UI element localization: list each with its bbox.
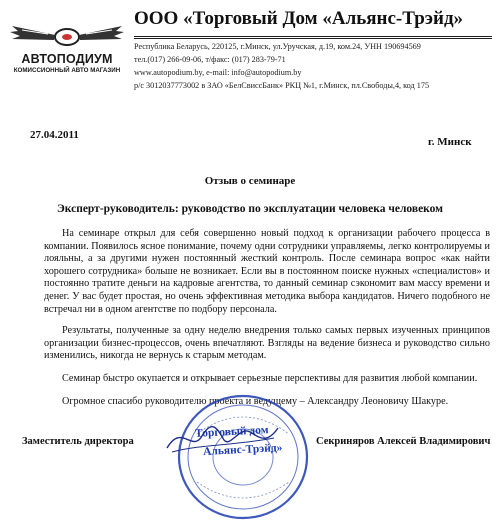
signatory-name: Секриняров Алексей Владимирович bbox=[316, 436, 491, 447]
document-title: Отзыв о семинаре bbox=[204, 175, 296, 187]
phone-line: тел.(017) 266-09-06, т/факс: (017) 283-79-71 bbox=[134, 55, 286, 64]
address-line-1: Республика Беларусь, 220125, г.Минск, ул.Уручская, д.19, ком.24, УНН 190694569 bbox=[134, 42, 421, 51]
document-date: 27.04.2011 bbox=[30, 129, 79, 141]
stamp-text-line-2: Альянс-Трэйд» bbox=[202, 441, 283, 459]
company-name: ООО «Торговый Дом «Альянс-Трэйд» bbox=[134, 8, 464, 29]
document-city: г. Минск bbox=[428, 136, 472, 148]
stamp-text-line-1: Торговый дом bbox=[194, 424, 269, 440]
logo-name: АВТОПОДИУМ bbox=[21, 52, 113, 66]
header-divider bbox=[134, 36, 492, 37]
handwritten-signature-icon bbox=[162, 418, 282, 458]
body-paragraph-4: Огромное спасибо руководителю проекта и ведущему – Александру Леоновичу Шакуре. bbox=[62, 396, 449, 407]
header-divider-2 bbox=[134, 38, 492, 39]
bank-line: р/с 3012037773002 в ЗАО «БелСвиссБанк» РКЦ №1, г.Минск, пл.Свободы,4, код 175 bbox=[134, 81, 430, 90]
body-paragraph-3: Семинар быстро окупается и открывает серьезные перспективы для развития любой компании. bbox=[62, 373, 478, 384]
signatory-position: Заместитель директора bbox=[22, 436, 134, 447]
company-logo bbox=[8, 22, 126, 84]
body-paragraph-1: На семинаре открыл для себя совершенно новый подход к организации рабочего процесса в компании. Появилось ясное понимание, почему одни сотрудники управляемы, легко контролируемы и лояльны, а за другими нужен постоянный жесткий контроль. После семинара вопрос «как найти хорошего сотрудника» больше не возникает. Если вы в постоянном поиске нужных «специалистов» и постоянно тратите деньги на кадровые агентства, то данный семинар сэкономит вам массу времени и денег. У вас будет простая, но очень эффективная методика выбора кандидатов. Ничего подобного не встречал ни в одном агентстве по подбору персонала. bbox=[44, 228, 490, 315]
document-subtitle: Эксперт-руководитель: руководство по эксплуатации человека человеком bbox=[56, 203, 444, 215]
web-email-line: www.autopodium.by, e-mail: info@autopodium.by bbox=[134, 68, 302, 77]
logo-wings-icon bbox=[8, 22, 126, 52]
body-paragraph-2: Результаты, полученные за одну неделю внедрения только самых первых изученных принципов организации бизнес-процессов, очень впечатляют. Взгляды на ведение бизнеса и руководство сильно изменились, никогда не вернусь к старым методам. bbox=[44, 325, 490, 362]
logo-tagline: КОМИССИОННЫЙ АВТО МАГАЗИН bbox=[13, 67, 121, 74]
